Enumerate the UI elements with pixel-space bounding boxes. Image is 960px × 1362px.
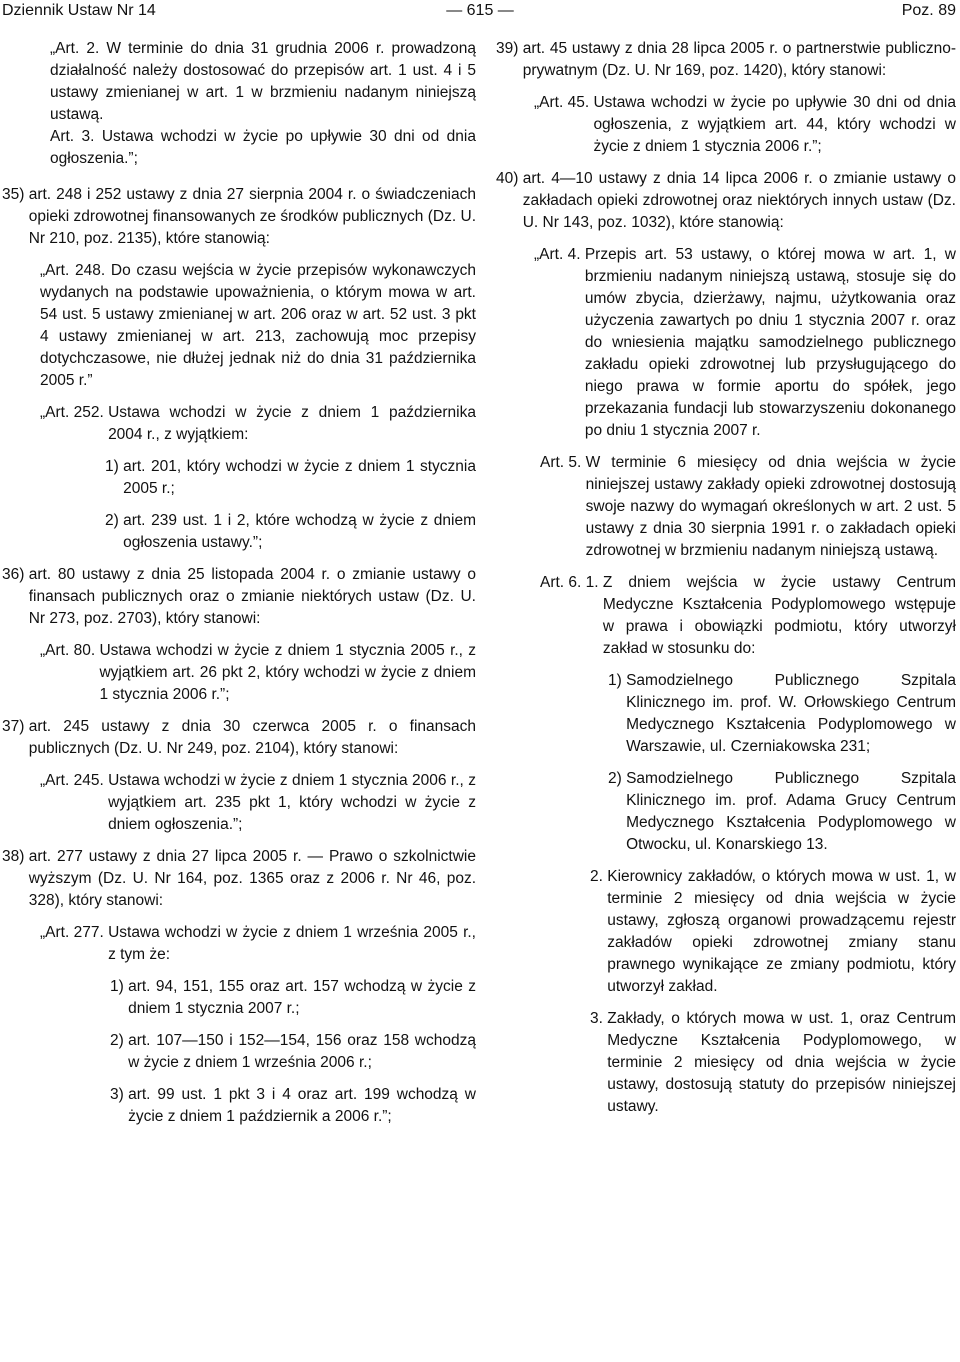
- article-245: [40, 770, 476, 836]
- point-label: 2): [608, 770, 627, 787]
- item-35: [2, 184, 476, 250]
- item-37-text: art. 245 ustawy z dnia 30 czerwca 2005 r. o finansach publicznych (Dz. U. Nr 249, poz. 2104), który stanowi:: [28, 718, 476, 757]
- position-number: Poz. 89: [901, 2, 956, 19]
- article-252-point-1: [105, 456, 476, 500]
- article-245-text: Ustawa wchodzi w życie z dniem 1 stycznia 2006 r., z wyjątkiem art. 235 pkt 1, który wchodzi w życie z dniem ogłoszenia.”;: [108, 772, 476, 833]
- article-245-label: „Art. 245.: [40, 772, 109, 789]
- article-5-text: W terminie 6 miesięcy od dnia wejścia w życie niniejszej ustawy zakłady opieki zdrowotnej dostosują swoje nazwy do wymagań określonych w art. 2 ust. 5 ustawy z dnia 30 sierpnia 1991 r. o zakładach opieki zdrowotnej w brzmieniu nadanym niniejszą ustawą.: [585, 454, 956, 559]
- article-45-text: Ustawa wchodzi w życie po upływie 30 dni od dnia ogłoszenia, z wyjątkiem art. 44, który wchodzi w życie z dniem 1 stycznia 2006 r.”;: [593, 94, 956, 155]
- item-39: [496, 38, 956, 82]
- article-4-text: Przepis art. 53 ustawy, o której mowa w art. 1, w brzmieniu nadanym niniejszą ustawą, stosuje się do umów zbycia, dzierżawy, najmu, użytkowania oraz użyczenia zawartych po dniu 1 stycznia 2007 r. oraz do wniesienia majątku samodzielnego publicznego zakładu opieki zdrowotnej lub przysługującego do niego prawa w formie aportu do spółek, jego przekazania fundacji lub stowarzyszeniu dokonanego po dniu 1 stycznia 2007 r.: [584, 246, 956, 439]
- para-label: 3.: [590, 1010, 608, 1027]
- article-45: [534, 92, 956, 158]
- article-277-point-3: [110, 1084, 476, 1128]
- article-6-label: Art. 6. 1.: [540, 574, 603, 591]
- item-40-text: art. 4—10 ustawy z dnia 14 lipca 2006 r. o zmianie ustawy o zakładach opieki zdrowotnej oraz niektórych innych ustaw (Dz. U. Nr 143, poz. 1032), które stanowią:: [522, 170, 956, 231]
- point-text: Samodzielnego Publicznego Szpitala Klinicznego im. prof. Adama Grucy Centrum Medycznego Kształcenia Podyplomowego w Otwocku, ul. Konarskiego 13.: [626, 770, 956, 853]
- article-6-text: Z dniem wejścia w życie ustawy Centrum Medyczne Kształcenia Podyplomowego wstępuje w prawa i obowiązki podmiotu, który utworzył zakład w stosunku do:: [602, 574, 956, 657]
- point-text: Samodzielnego Publicznego Szpitala Klinicznego im. prof. W. Orłowskiego Centrum Medycznego Kształcenia Podyplomowego w Warszawie, ul. Czerniakowska 231;: [626, 672, 956, 755]
- left-column: [2, 38, 476, 1128]
- point-text: art. 107—150 i 152—154, 156 oraz 158 wchodzą w życie z dniem 1 września 2006 r.;: [128, 1032, 476, 1071]
- item-38: [2, 846, 476, 912]
- item-35-label: 35): [2, 186, 29, 203]
- point-text: art. 239 ust. 1 i 2, które wchodzą w życie z dniem ogłoszenia ustawy.”;: [123, 512, 476, 551]
- item-36: [2, 564, 476, 630]
- point-label: 2): [105, 512, 124, 529]
- item-40: [496, 168, 956, 234]
- article-4: [534, 244, 956, 442]
- item-36-label: 36): [2, 566, 29, 583]
- item-38-text: art. 277 ustawy z dnia 27 lipca 2005 r. — Prawo o szkolnictwie wyższym (Dz. U. Nr 164, poz. 1365 oraz z 2006 r. Nr 46, poz. 328), który stanowi:: [28, 848, 476, 909]
- article-3-text: Art. 3. Ustawa wchodzi w życie po upływie 30 dni od dnia ogłoszenia.”;: [50, 128, 476, 167]
- article-252-label: „Art. 252.: [40, 404, 109, 421]
- article-277-point-2: [110, 1030, 476, 1074]
- point-text: art. 201, który wchodzi w życie z dniem 1 stycznia 2005 r.;: [123, 458, 476, 497]
- article-252: [40, 402, 476, 446]
- article-5: [540, 452, 956, 562]
- point-label: 3): [110, 1086, 129, 1103]
- item-35-text: art. 248 i 252 ustawy z dnia 27 sierpnia 2004 r. o świadczeniach opieki zdrowotnej finansowanych ze środków publicznych (Dz. U. Nr 210, poz. 2135), które stanowią:: [28, 186, 476, 247]
- quoted-block-art2-3: [50, 38, 476, 170]
- article-80-text: Ustawa wchodzi w życie z dniem 1 stycznia 2005 r., z wyjątkiem art. 26 pkt 2, który wchodzi w życie z dniem 1 stycznia 2006 r.”;: [99, 642, 476, 703]
- item-36-text: art. 80 ustawy z dnia 25 listopada 2004 r. o zmianie ustawy o finansach publicznych oraz o zmianie niektórych ustaw (Dz. U. Nr 273, poz. 2703), który stanowi:: [28, 566, 476, 627]
- item-37-label: 37): [2, 718, 29, 735]
- point-label: 1): [110, 978, 129, 995]
- article-45-label: „Art. 45.: [534, 94, 594, 111]
- para-label: 2.: [590, 868, 608, 885]
- article-6-para-2: [590, 866, 956, 998]
- point-label: 1): [608, 672, 627, 689]
- page-header: [0, 0, 960, 22]
- article-6-para-3: [590, 1008, 956, 1118]
- item-39-label: 39): [496, 40, 523, 57]
- point-label: 1): [105, 458, 124, 475]
- article-277: [40, 922, 476, 966]
- article-277-point-1: [110, 976, 476, 1020]
- article-277-text: Ustawa wchodzi w życie z dniem 1 września 2005 r., z tym że:: [108, 924, 476, 963]
- item-38-label: 38): [2, 848, 29, 865]
- page-number: — 615 —: [446, 2, 514, 19]
- article-80-label: „Art. 80.: [40, 642, 100, 659]
- article-4-label: „Art. 4.: [534, 246, 585, 263]
- point-text: art. 94, 151, 155 oraz art. 157 wchodzą w życie z dniem 1 stycznia 2007 r.;: [128, 978, 476, 1017]
- article-80: [40, 640, 476, 706]
- right-column: [496, 38, 956, 1118]
- para-text: Kierownicy zakładów, o których mowa w ust. 1, w terminie 2 miesięcy od dnia wejścia w życie ustawy, zgłoszą organowi prowadzącemu rejestr zakładów opieki zdrowotnej zmiany stanu prawnego wynikające ze zmiany podmiotu, który utworzył zakład.: [607, 868, 956, 995]
- article-277-label: „Art. 277.: [40, 924, 109, 941]
- article-6-para-1: [540, 572, 956, 660]
- article-2-text: „Art. 2. W terminie do dnia 31 grudnia 2006 r. prowadzoną działalność należy dostosować do przepisów art. 1 ust. 4 i 5 ustawy zmienianej w art. 1 w brzmieniu nadanym niniejszą ustawą.: [50, 40, 476, 123]
- article-5-label: Art. 5.: [540, 454, 586, 471]
- article-6-point-1: [608, 670, 956, 758]
- point-text: art. 99 ust. 1 pkt 3 i 4 oraz art. 199 wchodzą w życie z dniem 1 październik a 2006 r.”;: [128, 1086, 476, 1125]
- item-37: [2, 716, 476, 760]
- journal-title: Dziennik Ustaw Nr 14: [2, 2, 156, 19]
- article-252-text: Ustawa wchodzi w życie z dniem 1 października 2004 r., z wyjątkiem:: [108, 404, 476, 443]
- point-label: 2): [110, 1032, 129, 1049]
- item-39-text: art. 45 ustawy z dnia 28 lipca 2005 r. o partnerstwie publiczno-prywatnym (Dz. U. Nr 169, poz. 1420), który stanowi:: [522, 40, 956, 79]
- article-248-text: „Art. 248. Do czasu wejścia w życie przepisów wykonawczych wydanych na podstawie upoważnienia, o którym mowa w art. 54 ust. 5 ustawy zmienianej w art. 206 oraz w art. 52 ust. 3 pkt 4 ustawy zmienianej w art. 213, zachowują moc przepisy dotychczasowe, nie dłużej jednak niż do dnia 31 października 2005 r.”: [40, 262, 476, 389]
- article-6-point-2: [608, 768, 956, 856]
- article-252-point-2: [105, 510, 476, 554]
- para-text: Zakłady, o których mowa w ust. 1, oraz Centrum Medyczne Kształcenia Podyplomowego, w terminie 2 miesięcy od dnia wejścia w życie ustawy, dostosują statuty do przepisów niniejszej ustawy.: [607, 1010, 956, 1115]
- item-40-label: 40): [496, 170, 523, 187]
